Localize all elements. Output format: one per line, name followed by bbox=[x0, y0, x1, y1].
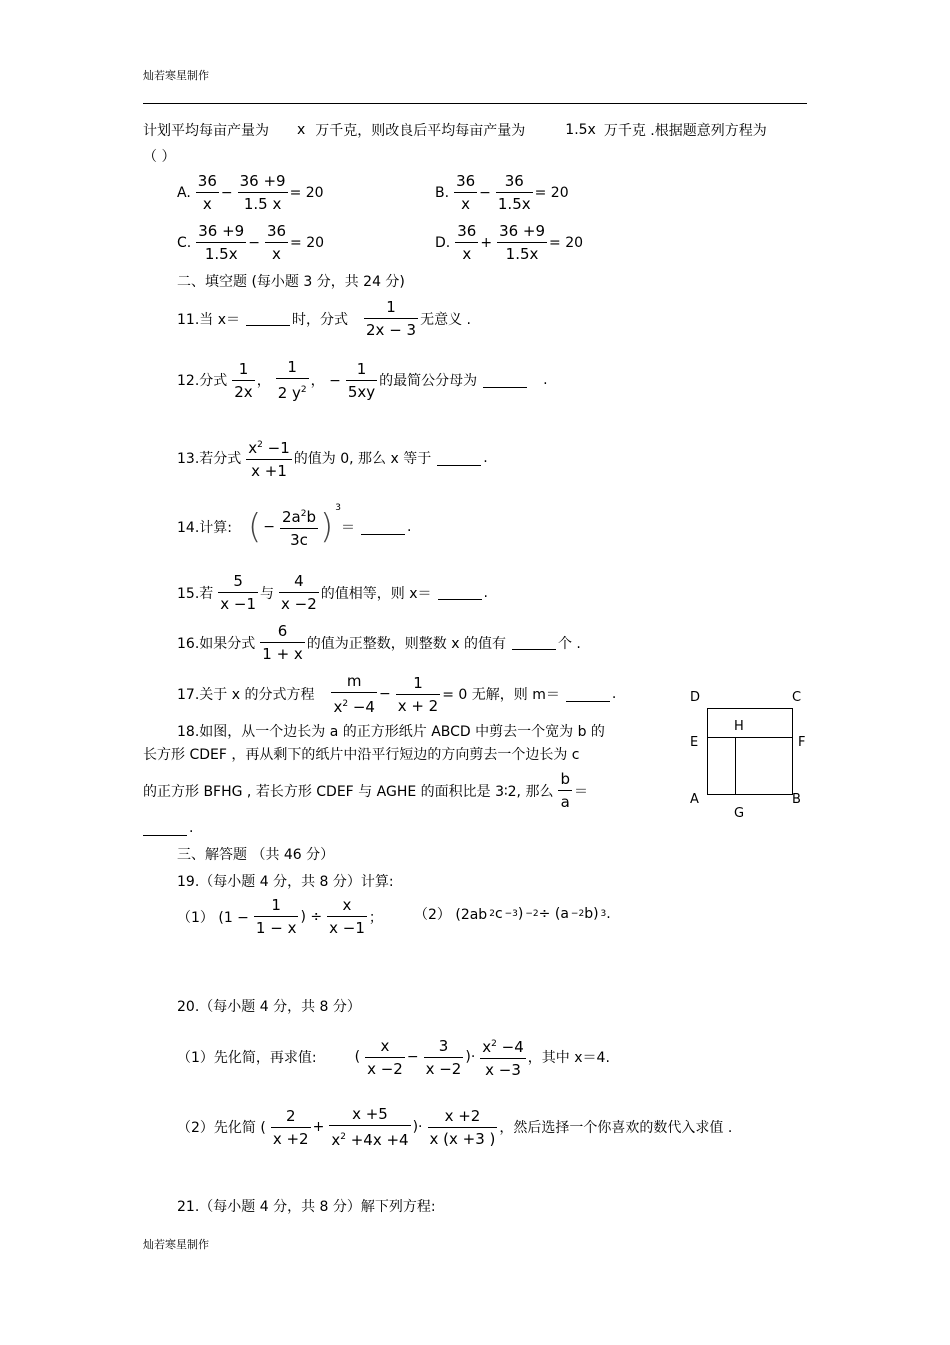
q19-part-1: （1） (1 − $\frac{1}{1 - x}$ ) ÷ $\frac{x}{x -1}$ ； bbox=[177, 896, 383, 937]
q16-blank bbox=[512, 635, 556, 650]
section-2-title: 二、填空题 (每小题 3 分，共 24 分) bbox=[177, 274, 405, 290]
q10-option-a: A. $\frac{36}{x}$ − $\frac{36 +9}{1.5 x}$ = 20 bbox=[177, 172, 324, 213]
q13: 13.若分式 $\frac{x^2 -1}{x +1}$ 的值为 0, 那么 x 等于 . bbox=[177, 434, 490, 482]
q11-blank bbox=[246, 311, 290, 326]
label-f: F bbox=[798, 735, 806, 750]
square-abcd bbox=[707, 708, 793, 795]
q18-line-2: 长方形 CDEF ，再从剩下的纸片中沿平行短边的方向剪去一个边长为 c bbox=[143, 747, 580, 763]
q20-title: 20.（每小题 4 分，共 8 分） bbox=[177, 999, 361, 1015]
q17: 17.关于 x 的分式方程 $\frac{m}{x^2 -4}$ − $\frac{1}{x + 2}$ = 0 无解，则 m＝ . bbox=[177, 672, 617, 716]
q10-bracket: （ ） bbox=[143, 149, 176, 165]
q11: 11.当 x＝ 时，分式 $\frac{1}{2x - 3}$ 无意义 . bbox=[177, 298, 471, 339]
q10-option-c: C. $\frac{36 +9}{1.5x}$ − $\frac{36}{x}$ = 20 bbox=[177, 222, 325, 263]
q14-blank bbox=[361, 520, 405, 535]
q16: 16.如果分式 $\frac{6}{1 + x}$ 的值为正整数，则整数 x 的值有 个 . bbox=[177, 622, 581, 663]
q18-blank bbox=[143, 821, 187, 836]
q20-part-1: （1）先化简，再求值: ( $\frac{x}{x -2}$ − $\frac{3}{x -2}$ )· $\frac{x^2 -4}{x -3}$ ，其中 x＝4. bbox=[177, 1033, 612, 1081]
label-h: H bbox=[734, 719, 744, 734]
q18-line-1: 18.如图，从一个边长为 a 的正方形纸片 ABCD 中剪去一个宽为 b 的 bbox=[177, 724, 605, 740]
q14: 14.计算: ( − $\frac{2a^2b}{3c}$ ) $^3$ ＝ . bbox=[177, 503, 412, 549]
q10-option-b: B. $\frac{36}{x}$ − $\frac{36}{1.5x}$ = 20 bbox=[435, 172, 569, 213]
q12-blank bbox=[483, 373, 527, 388]
q10-option-d: D. $\frac{36}{x}$ + $\frac{36 +9}{1.5x}$ = 20 bbox=[435, 222, 584, 263]
page-footer: 灿若寒星制作 bbox=[143, 1238, 209, 1251]
q18-line-4: . bbox=[143, 820, 195, 836]
label-d: D bbox=[690, 690, 701, 705]
header-rule bbox=[143, 103, 807, 104]
q19-part-2: （2） (2ab 2 c −3 ) −2 ÷ (a −2 b) 3 . bbox=[414, 906, 611, 923]
q17-blank bbox=[566, 687, 610, 702]
q15: 15.若 $\frac{5}{x -1}$ 与 $\frac{4}{x -2}$ 的值相等，则 x＝ . bbox=[177, 572, 488, 613]
q13-blank bbox=[437, 451, 481, 466]
label-b: B bbox=[792, 792, 801, 807]
q12: 12.分式 $\frac{1}{2x}$ ， $\frac{1}{2 y^2}$ ， − $\frac{1}{5xy}$ 的最简公分母为 . bbox=[177, 358, 548, 402]
q18-line-3: 的正方形 BFHG , 若长方形 CDEF 与 AGHE 的面积比是 3∶2, 那么 $\frac{b}{a}$ ＝ bbox=[143, 770, 588, 811]
q21-title: 21.（每小题 4 分，共 8 分）解下列方程: bbox=[177, 1199, 436, 1215]
q20-part-2: （2）先化简 ( $\frac{2}{x +2}$ + $\frac{x +5}{x^2 +4x +4}$ )· $\frac{x +2}{x (x +3 )}$ ，然后选择一个你喜欢的数代入求值 . bbox=[177, 1105, 733, 1149]
label-e: E bbox=[690, 735, 699, 750]
q10-stem: 计划平均每亩产量为 x 万千克，则改良后平均每亩产量为 1.5x 万千克 .根据题意列方程为 bbox=[143, 122, 767, 139]
line-ef bbox=[707, 737, 793, 738]
section-3-title: 三、解答题 （共 46 分） bbox=[177, 847, 335, 863]
label-g: G bbox=[734, 806, 745, 821]
page-header: 灿若寒星制作 bbox=[143, 69, 209, 82]
q19-title: 19.（每小题 4 分，共 8 分）计算: bbox=[177, 874, 394, 890]
q18-figure bbox=[686, 688, 816, 820]
label-a: A bbox=[690, 792, 699, 807]
line-hg bbox=[735, 737, 736, 794]
label-c: C bbox=[792, 690, 802, 705]
q15-blank bbox=[438, 585, 482, 600]
